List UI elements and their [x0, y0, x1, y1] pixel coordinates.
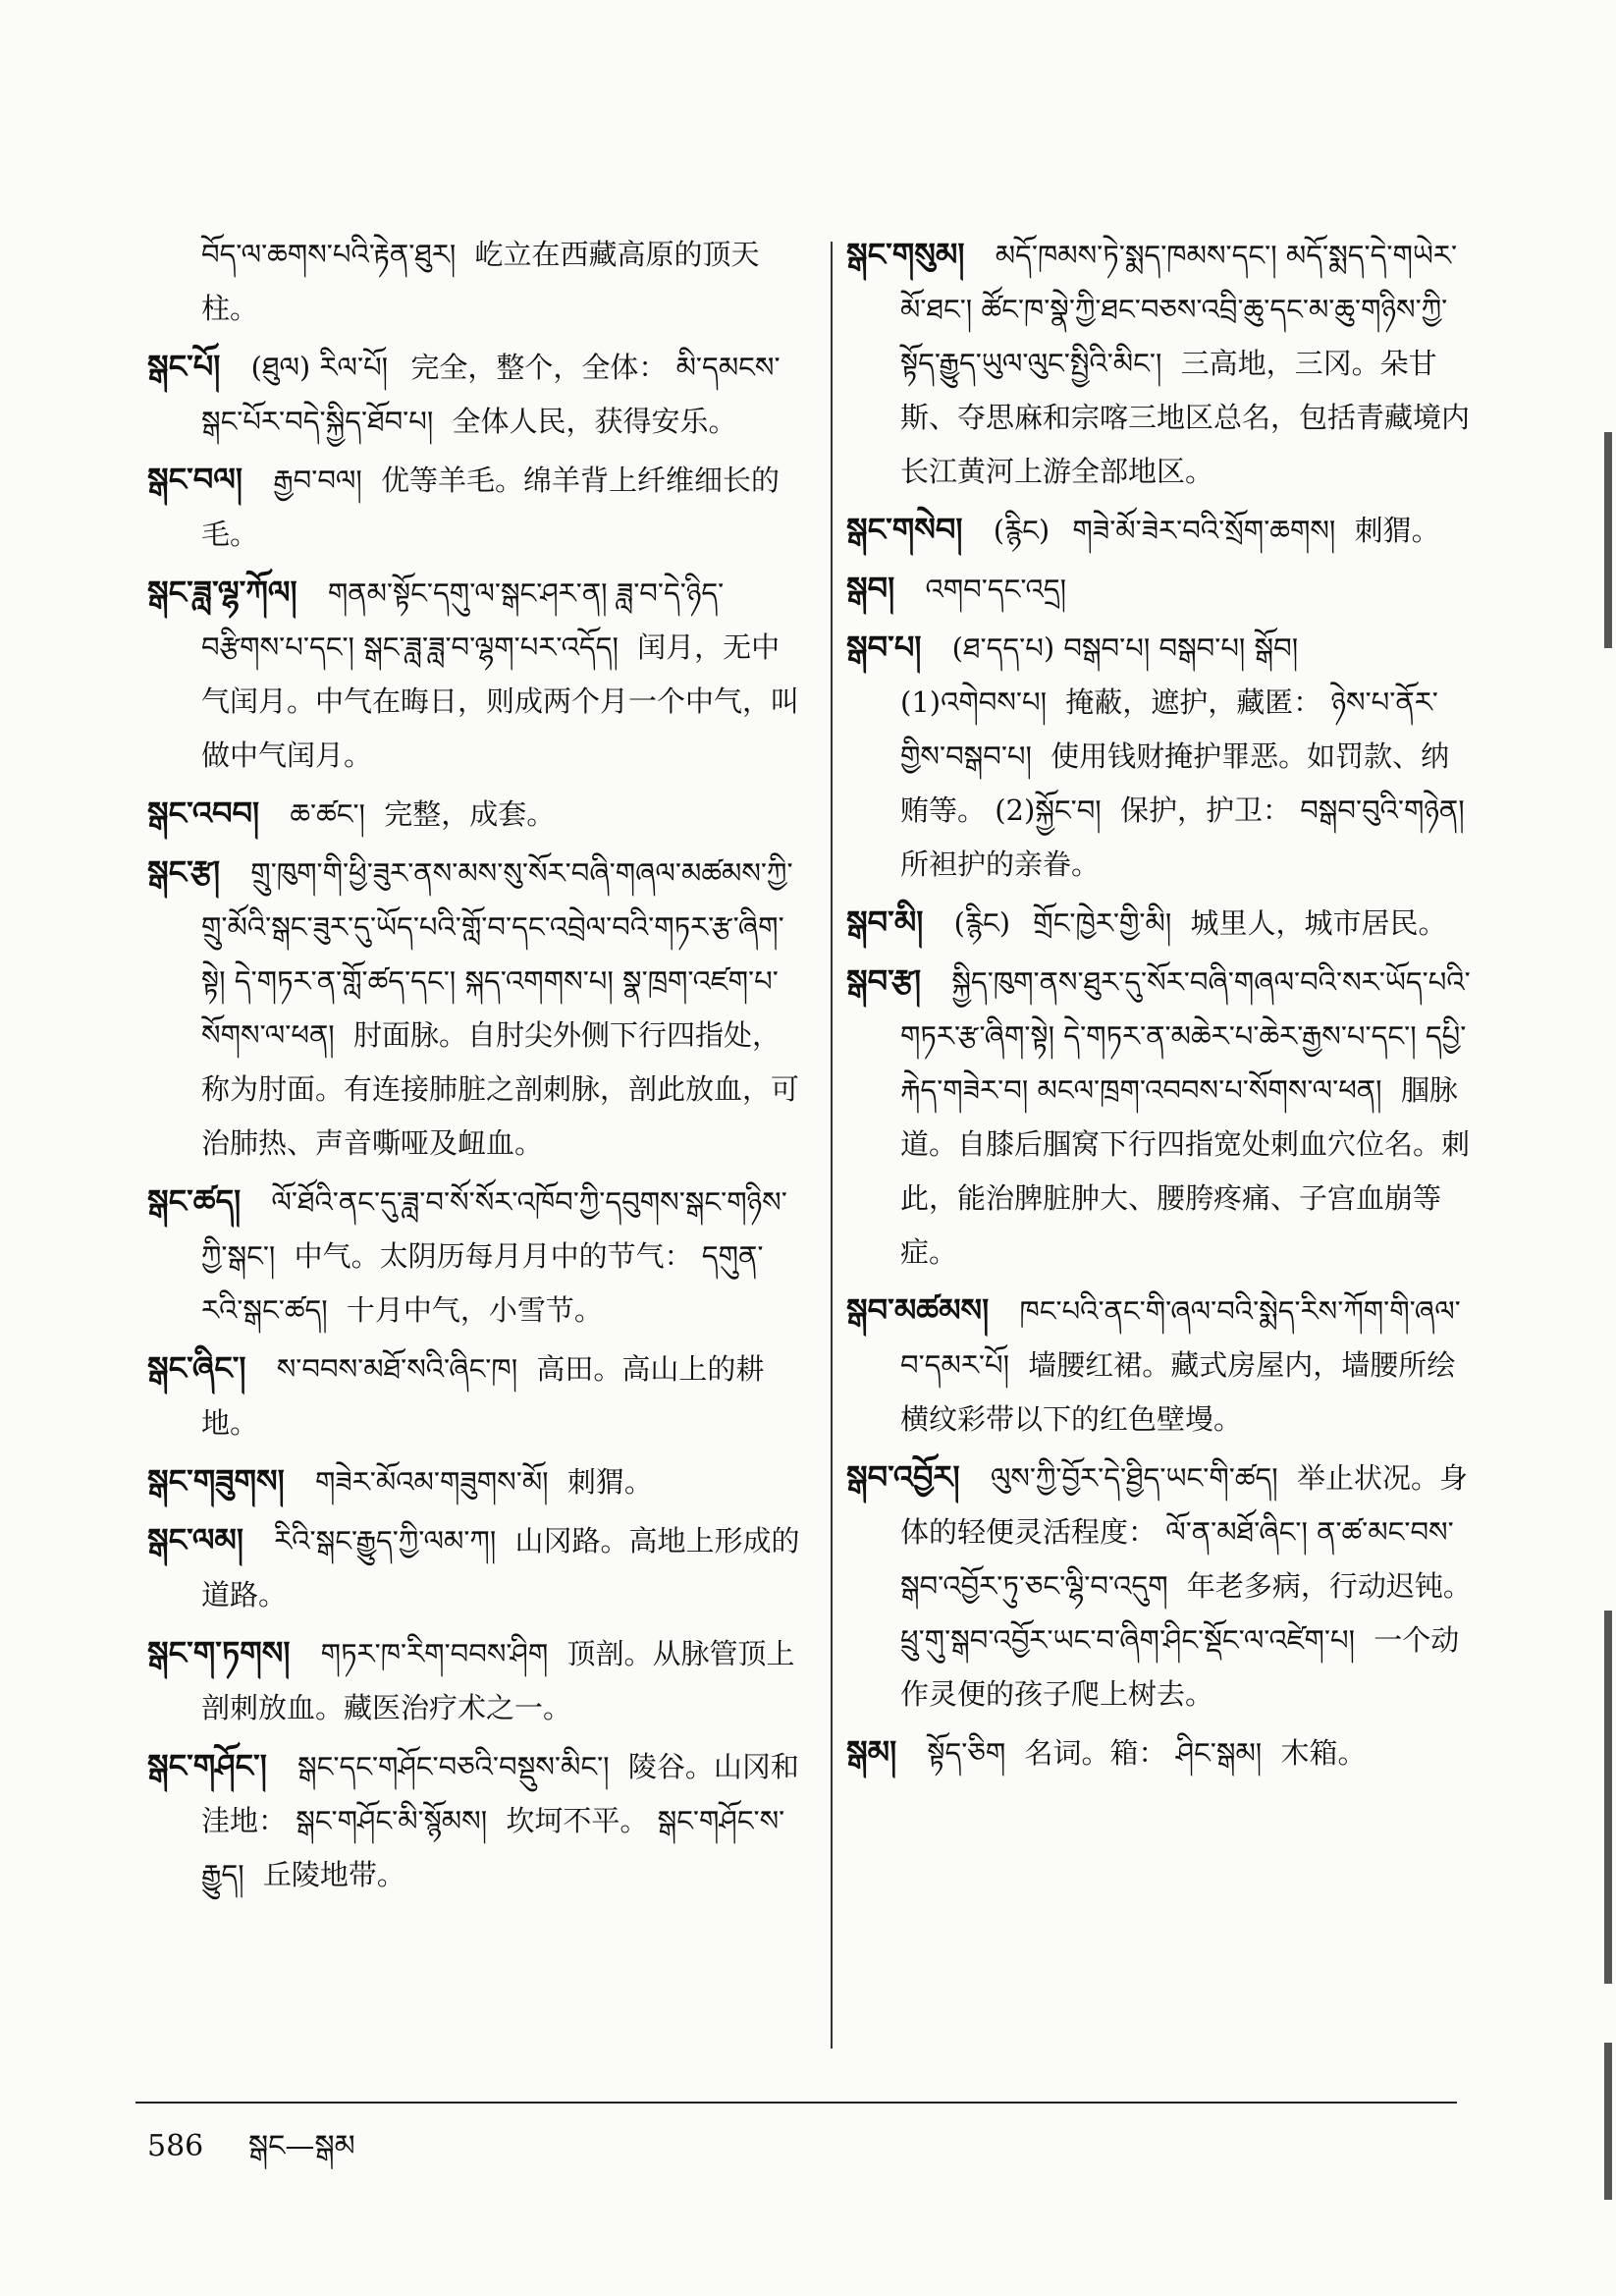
dictionary-entry: [147, 846, 800, 1171]
page-number: 586: [147, 2129, 204, 2163]
dictionary-entry: [846, 503, 1475, 558]
grammar-note: (རྙིང): [993, 514, 1050, 547]
headword: སྒང་ག་ཏགས།: [147, 1634, 291, 1671]
dictionary-entry: [147, 1513, 800, 1622]
chinese-example: 坎坷不平。: [506, 1804, 649, 1837]
dictionary-entry: [147, 340, 800, 449]
headword: སྒང་ཞིང་།: [147, 1349, 246, 1387]
dictionary-entry: [147, 453, 800, 562]
headword: སྒབ་པ།: [846, 629, 922, 666]
headword: སྒབ།: [846, 570, 895, 607]
chinese-text: 刺猬。: [1354, 514, 1440, 547]
headword: སྒང་འབབ།: [147, 794, 260, 832]
headword: སྒབ་འབྱོར།: [846, 1458, 960, 1496]
chinese-example: 全体人民，获得安乐。: [452, 405, 737, 438]
scan-margin-marks: [1602, 196, 1612, 2259]
tibetan-text: གཟེར་མོའམ་གཟུགས་མོ།: [314, 1465, 549, 1499]
tibetan-text: ཆ་ཚང་།: [290, 797, 365, 831]
tibetan-text: གྲོང་ཁྱེར་གྱི་མི།: [1033, 906, 1172, 940]
grammar-note: (རྙིང): [953, 906, 1011, 940]
chinese-example: 一个动作灵便的孩子爬上树去。: [900, 1623, 1460, 1711]
sense-2-tibetan: (2)སྐྱོང་བ།: [995, 793, 1102, 827]
dictionary-entry: [147, 1739, 800, 1902]
headword: སྒབ་མཚམས།: [846, 1291, 990, 1329]
tibetan-text: སྟོད་ཅིག: [927, 1736, 1006, 1770]
sense-1-example-chinese: 使用钱财掩护罪恶。如罚款、纳贿等。: [900, 739, 1450, 827]
sense-2-example-chinese: 所袒护的亲眷。: [900, 847, 1101, 881]
column-divider: [831, 242, 833, 2049]
chinese-example: 木箱。: [1280, 1736, 1367, 1770]
dictionary-entry: [846, 228, 1475, 499]
dictionary-entry: [147, 1341, 800, 1450]
dictionary-entry: [846, 955, 1475, 1280]
chinese-text: 完整，成套。: [384, 797, 556, 831]
headword: སྒབ་རྩ།: [846, 962, 922, 1000]
tibetan-example: དགུན་རའི་སྒང་ཚད།: [201, 1239, 764, 1327]
tibetan-text: འགབ་དང་འདྲ།: [925, 573, 1067, 606]
page-footer: [147, 2113, 355, 2196]
dictionary-entry: [846, 1450, 1475, 1722]
grammar-note: (ཐུལ) རིལ་པོ།: [250, 351, 389, 384]
sense-1-tibetan: (1)འགེབས་པ།: [900, 685, 1048, 719]
chinese-text: 肘面脉。自肘尖外侧下行四指处，称为肘面。有连接肺脏之剖刺脉，剖此放血，可治肺热、声音嘶哑及衄血。: [201, 1018, 800, 1160]
chinese-text: 城里人，城市居民。: [1190, 906, 1447, 940]
tibetan-example: མི་དམངས་སྒང་པོར་བདེ་སྐྱིད་ཐོབ་པ།: [201, 351, 781, 438]
sense-1-chinese: 掩蔽，遮护，藏匿：: [1065, 685, 1322, 719]
headword: སྒང་ལམ།: [147, 1521, 243, 1558]
dictionary-entry: [846, 1725, 1475, 1780]
chinese-text: 三高地，三冈。朵甘斯、夺思麻和宗喀三地区总名，包括青藏境内长江黄河上游全部地区。: [900, 347, 1471, 488]
headword: སྒང་གསུམ།: [846, 236, 965, 273]
chinese-text: 刺猬。: [566, 1465, 653, 1499]
left-column: [147, 228, 800, 1906]
tibetan-text: རིའི་སྒང་རྒྱུད་ཀྱི་ལམ་ཀ།: [274, 1524, 497, 1558]
tibetan-text: མདོ་ཁམས་ཏེ་སྨད་ཁམས་དང་། མདོ་སྨད་དེ་གཡེར་མོ་ཐང་། ཚོང་ཁ་སྣེ་ཀྱི་ཐང་བཅས་འབྲི་ཆུ་དང་མ་ཆུ་གཉིས་ཀྱི་སྟོད་རྒྱུད་ཡུལ་ལུང་སྤྱིའི་མིང་།: [900, 239, 1458, 380]
dictionary-entry: [846, 896, 1475, 951]
tibetan-example: ཤིང་སྒམ།: [1175, 1736, 1263, 1770]
tibetan-text: བོད་ལ་ཆགས་པའི་རྟེན་ཐུར།: [201, 238, 457, 271]
chinese-text: 屹立在西藏高原的顶天柱。: [201, 238, 760, 325]
sense-1-example: ཉེས་པ་ནོར་གྱིས་བསྒབ་པ།: [900, 685, 1438, 773]
chinese-text: 腘脉道。自膝后腘窝下行四指宽处刺血穴位名。刺此，能治脾脏肿大、腰胯疼痛、子宫血崩等症。: [900, 1073, 1471, 1269]
chinese-example: 丘陵地带。: [262, 1858, 405, 1891]
tibetan-example: སྒང་གཤོང་ས་རྒྱུད།: [201, 1804, 785, 1891]
footer-rule: [135, 2102, 1457, 2104]
sense-2-example: བསྒབ་བུའི་གཉེན།: [1300, 793, 1465, 827]
headword: སྒང་རྩ།: [147, 853, 221, 891]
headword: སྒང་བལ།: [147, 461, 242, 498]
tibetan-example: ལོ་ན་མཐོ་ཞིང་། ན་ཚ་མང་བས་སྒབ་འབྱོར་ཏུ་ཅང་ལྷི་བ་འདུག: [900, 1515, 1454, 1603]
dictionary-entry: [147, 1175, 800, 1338]
headword: སྒང་པོ།: [147, 348, 221, 385]
tibetan-text: ལུས་ཀྱི་བྱོར་དེ་ཐྱིད་ཡང་གི་ཚད།: [990, 1461, 1278, 1495]
chinese-text: 墙腰红裙。藏式房屋内，墙腰所绘横纹彩带以下的红色壁墁。: [900, 1348, 1456, 1436]
chinese-text: 中气。太阴历每月月中的节气：: [294, 1239, 693, 1273]
headword: སྒང་གཟུགས།: [147, 1462, 285, 1500]
right-column: [846, 228, 1475, 1784]
headword: སྒང་ཟླ་ལྷ་ཀོལ།: [147, 574, 297, 611]
sense-2-chinese: 保护，护卫：: [1119, 793, 1291, 827]
chinese-example: 年老多病，行动迟钝。: [1186, 1569, 1472, 1603]
chinese-text: 顶剖。从脉管顶上剖刺放血。藏医治疗术之一。: [201, 1637, 795, 1724]
page-range: སྒང—སྒམ: [247, 2129, 355, 2163]
chinese-text: 完全，整个，全体：: [410, 351, 668, 384]
tibetan-text: ཁང་པའི་ནང་གི་ཞལ་བའི་སྨེད་རིས་ཀོག་གི་ཞལ་བ་དམར་པོ།: [900, 1294, 1461, 1382]
tibetan-text: ས་བབས་མཐོ་སའི་ཞིང་ཁ།: [276, 1352, 518, 1386]
entry-continuation: [147, 228, 800, 336]
grammar-note: (ཐ་དད་པ) བསྒབ་པ། བསྒབ་པ། སྒོབ།: [951, 631, 1299, 665]
headword: སྒང་གཤོང་།: [147, 1747, 267, 1784]
chinese-text: 闰月，无中气闰月。中气在晦日，则成两个月一个中气，叫做中气闰月。: [201, 630, 800, 772]
tibetan-text: སྐྱིད་ཁུག་ནས་ཐུར་དུ་སོར་བཞི་གཞལ་བའི་སར་ཡོད་པའི་གཏར་རྩ་ཞིག་སྟེ། དེ་གཏར་ན་མཆེར་པ་ཆེར་རྒྱས་པ་དང་། དཔྱི་རྐེད་གཟེར་བ། མངལ་ཁྲག་འབབས་པ་སོགས་ལ་ཕན།: [900, 965, 1471, 1107]
tibetan-example: སྒང་གཤོང་མི་སྙོམས།: [296, 1804, 488, 1837]
chinese-text: 陵谷。山冈和洼地：: [201, 1750, 799, 1837]
dictionary-entry: [147, 787, 800, 842]
dictionary-entry: [147, 1626, 800, 1735]
tibetan-example: ཕྲུ་གུ་སྒབ་འབྱོར་ཡང་བ་ཞིག་ཤིང་སྡོང་ལ་འཛེག་པ།: [900, 1623, 1356, 1657]
chinese-text: 名词。箱：: [1024, 1736, 1167, 1770]
tibetan-text: སྒང་དང་གཤོང་བཅའི་བསྡུས་མིང་།: [297, 1750, 610, 1783]
tibetan-text: གནམ་སྟོང་དགུ་ལ་སྒང་ཤར་ན། ཟླ་བ་དེ་ཉིད་བརྩིགས་པ་དང་། སྒང་ཟླ་ཟླ་བ་ལྷག་པར་འདོད།: [201, 576, 725, 664]
chinese-text: 山冈路。高地上形成的道路。: [201, 1524, 800, 1612]
headword: སྒང་གསེབ།: [846, 511, 963, 548]
tibetan-text: རྒྱབ་བལ།: [273, 464, 362, 497]
headword: སྒམ།: [846, 1733, 897, 1771]
headword: སྒང་ཚད།: [147, 1182, 242, 1220]
dictionary-entry: [846, 621, 1475, 892]
chinese-text: 举止状况。身体的轻便灵活程度：: [900, 1461, 1468, 1549]
tibetan-text: ལོ་ཐོའི་ནང་དུ་ཟླ་བ་སོ་སོར་འཁོབ་ཀྱི་དབུགས་སྒང་གཉིས་ཀྱི་སྒང་།: [201, 1185, 787, 1273]
dictionary-entry: [846, 1284, 1475, 1447]
headword: སྒབ་མི།: [846, 903, 924, 941]
tibetan-text: གཟེ་མོ་ཟེར་བའི་སྲོག་ཆགས།: [1072, 514, 1336, 547]
dictionary-entry: [147, 1454, 800, 1509]
tibetan-text: གཏར་ཁ་རིག་བབས་ཤིག: [320, 1637, 549, 1670]
dictionary-entry: [846, 562, 1475, 617]
dictionary-entry: [147, 566, 800, 783]
chinese-text: 高田。高山上的耕地。: [201, 1352, 765, 1440]
tibetan-text: གྲུ་ཁུག་གི་ཕྱི་ཟུར་ནས་མས་སུ་སོར་བཞི་གཞལ་མཚམས་ཀྱི་གྲུ་མོའི་སྒང་ཟུར་དུ་ཡོད་པའི་གློ་བ་དང་འབྲེལ་བའི་གཏར་རྩ་ཞིག་སྟེ། དེ་གཏར་ན་གློ་ཚད་དང་། སྐད་འགགས་པ། སྣ་ཁྲག་འཛག་པ་སོགས་ལ་ཕན།: [201, 856, 793, 1052]
chinese-example: 十月中气，小雪节。: [346, 1293, 603, 1327]
chinese-text: 优等羊毛。绵羊背上纤维细长的毛。: [201, 464, 781, 551]
